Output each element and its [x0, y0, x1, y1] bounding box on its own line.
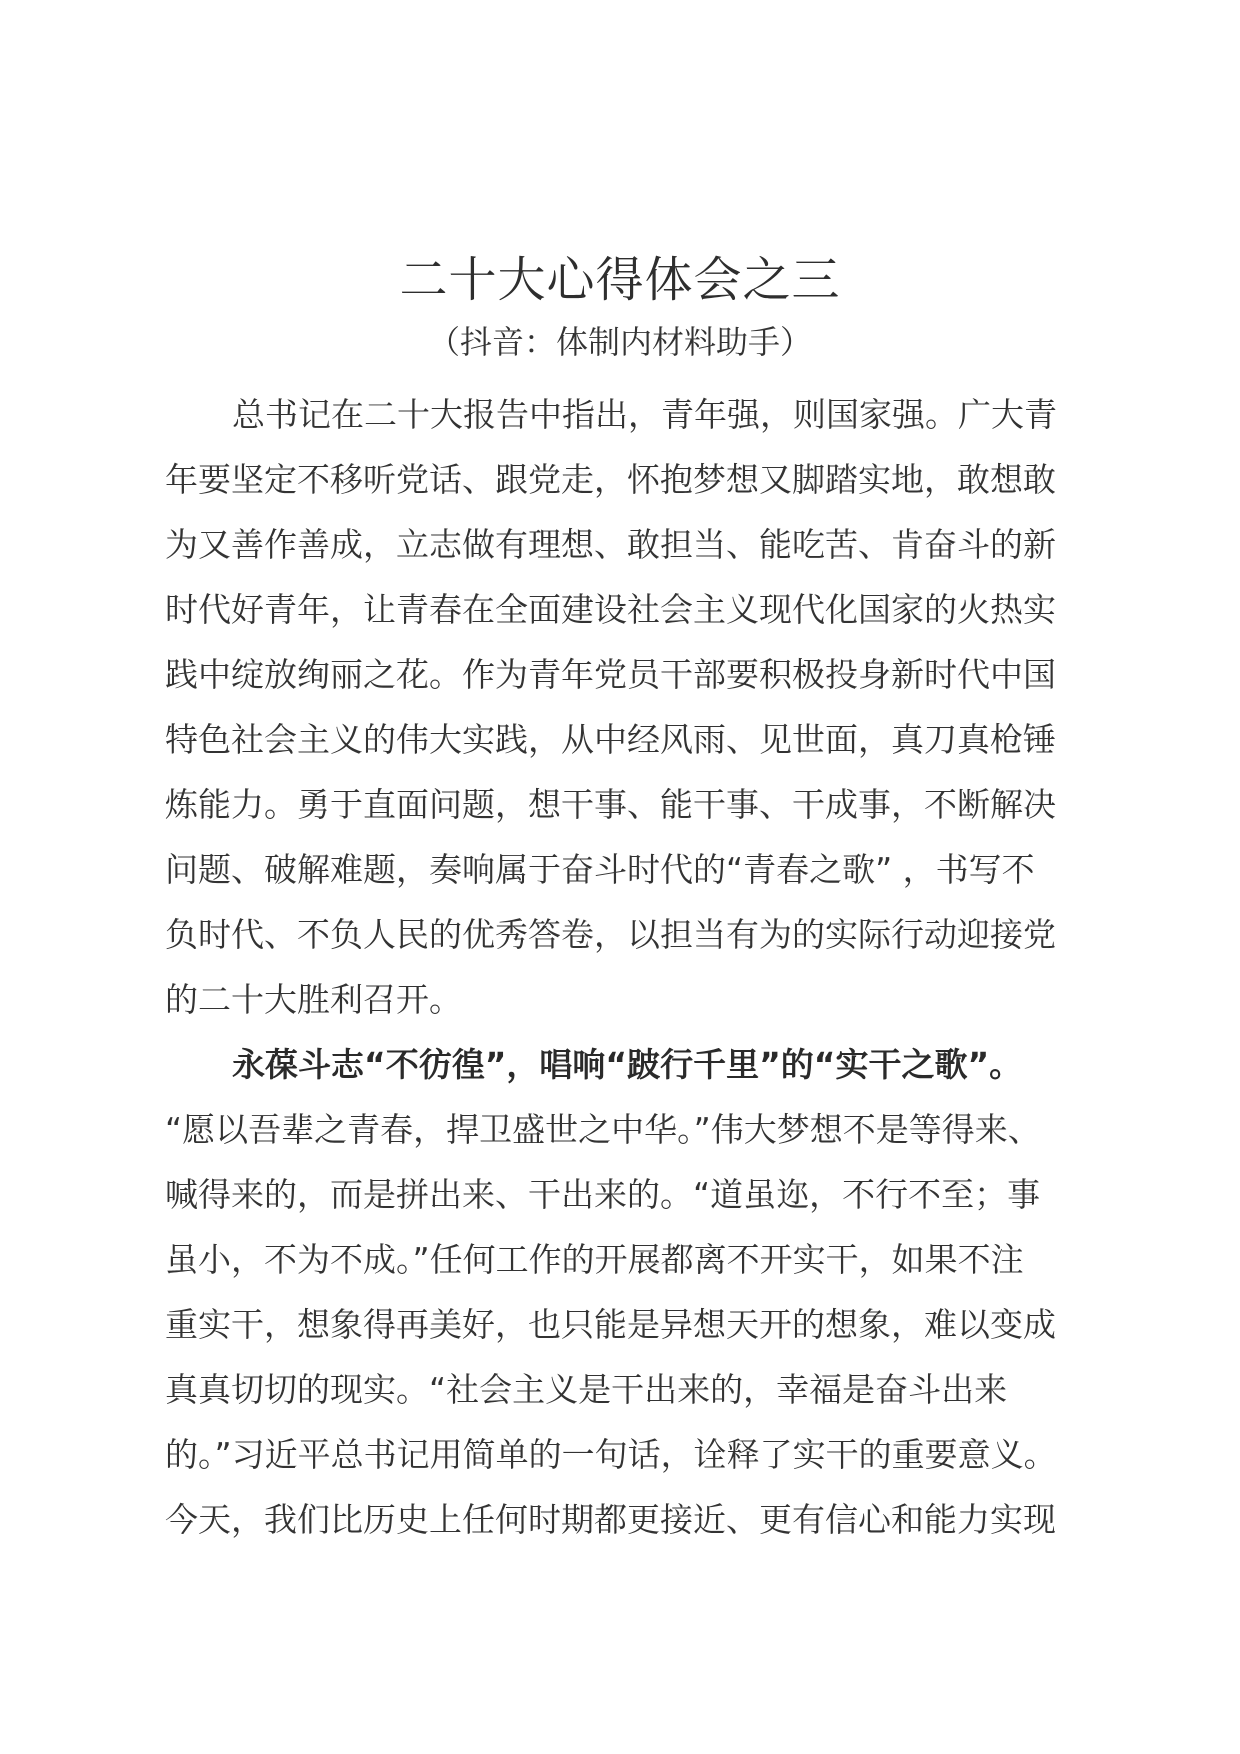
section-heading: 永葆斗志“不彷徨”，唱响“跛行千里”的“实干之歌”。: [232, 1045, 1023, 1084]
paragraph-line: 虽小，不为不成。”任何工作的开展都离不开实干，如果不注: [165, 1240, 1024, 1279]
paragraph-line: 喊得来的，而是拼出来、干出来的。“道虽迩，不行不至；事: [165, 1175, 1041, 1214]
document-subtitle: （抖音：体制内材料助手）: [427, 323, 812, 361]
paragraph-line: 年要坚定不移听党话、跟党走，怀抱梦想又脚踏实地，敢想敢: [165, 460, 1056, 499]
paragraph-line: 的二十大胜利召开。: [165, 980, 462, 1019]
paragraph-line: 为又善作善成，立志做有理想、敢担当、能吃苦、肯奋斗的新: [165, 525, 1056, 564]
paragraph-line: 重实干，想象得再美好，也只能是异想天开的想象，难以变成: [165, 1305, 1056, 1344]
paragraph-line: 问题、破解难题，奏响属于奋斗时代的“青春之歌” ，书写不: [165, 850, 1035, 889]
paragraph-line: 的。”习近平总书记用简单的一句话，诠释了实干的重要意义。: [165, 1435, 1057, 1474]
document-body: [165, 382, 1075, 1552]
paragraph-line: 践中绽放绚丽之花。作为青年党员干部要积极投身新时代中国: [165, 655, 1056, 694]
paragraph-line: 总书记在二十大报告中指出，青年强，则国家强。广大青: [232, 395, 1057, 434]
paragraph-line: 特色社会主义的伟大实践，从中经风雨、见世面，真刀真枪锤: [165, 720, 1056, 759]
paragraph-line: 真真切切的现实。“社会主义是干出来的，幸福是奋斗出来: [165, 1370, 1008, 1409]
paragraph-line: 炼能力。勇于直面问题，想干事、能干事、干成事，不断解决: [165, 785, 1056, 824]
document-title: 二十大心得体会之三: [399, 252, 841, 308]
paragraph-line: 时代好青年，让青春在全面建设社会主义现代化国家的火热实: [165, 590, 1056, 629]
paragraph-line: 今天，我们比历史上任何时期都更接近、更有信心和能力实现: [165, 1500, 1056, 1539]
paragraph-line: 负时代、不负人民的优秀答卷，以担当有为的实际行动迎接党: [165, 915, 1056, 954]
paragraph-line: “愿以吾辈之青春，捍卫盛世之中华。”伟大梦想不是等得来、: [165, 1110, 1041, 1149]
